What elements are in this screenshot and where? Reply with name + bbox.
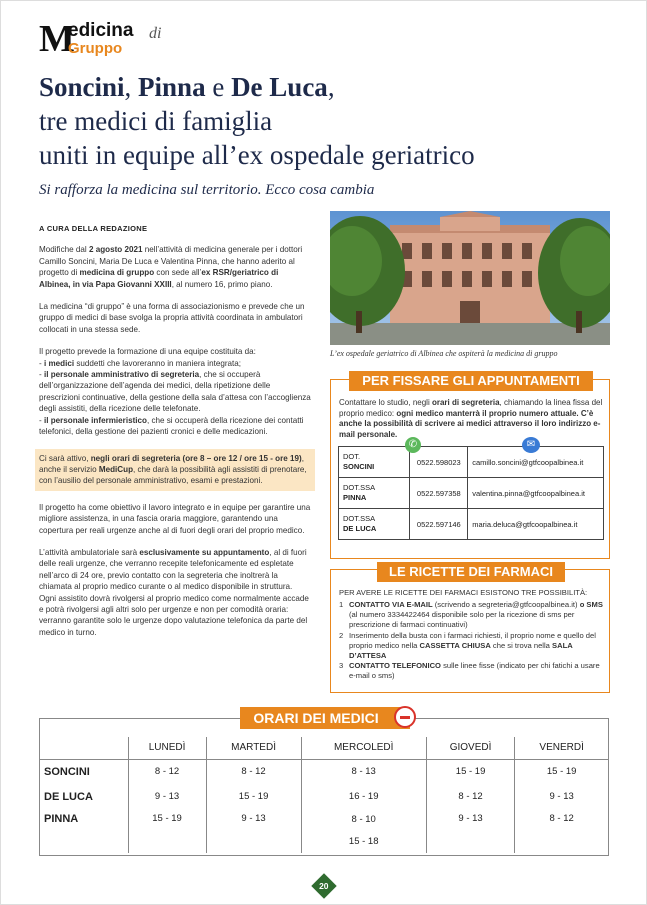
table-row: DE LUCA 9 - 13 15 - 19 16 - 19 8 - 12 9 - 13	[40, 784, 608, 809]
article-body	[39, 223, 311, 649]
list-item: 2 Inserimento della busta con i farmaci richiesti, il proprio nome e quello del proprio medico nella CASSETTA CHIUSA che si trova nella SALA D’ATTESA	[339, 630, 596, 661]
email-address[interactable]: maria.deluca@gtfcoopalbinea.it	[468, 509, 604, 540]
photo-caption: L’ex ospedale geriatrico di Albinea che ospiterà la medicina di gruppo	[330, 349, 558, 358]
doctors-contact-table	[338, 446, 604, 540]
appointments-title: PER FISSARE GLI APPUNTAMENTI	[349, 371, 593, 391]
doctor-name: PINNA	[44, 813, 79, 825]
doctor-name: SONCINI	[44, 765, 90, 778]
phone-icon: ✆	[405, 437, 421, 453]
email-address[interactable]: valentina.pinna@gtfcoopalbinea.it	[468, 478, 604, 509]
clock-icon	[394, 706, 416, 728]
day-header: VENERDÌ	[515, 737, 608, 759]
logo-word-gruppo: Gruppo	[68, 40, 123, 57]
headline-line-2: tre medici di famiglia	[39, 106, 273, 136]
logo-word-medicina: edicina	[68, 20, 134, 41]
paragraph-6: L’attività ambulatoriale sarà esclusivamente su appuntamento, al di fuori delle reali urgenze, che verranno recepite telefonicamente ed espletate nell’arco di 24 ore, previo contatto con la segreteria che inoltrerà la chiamata al proprio medico curante o al medico disponibile in struttura. Ogni assistito dovrà rivolgersi al proprio medico come normalmente accade e potrà rivolgersi agli altri solo per urgenze e non per comodità oraria: verranno garantite solo le urgenze dopo valutazione telefonica da parte del medico in turno.	[39, 547, 309, 637]
paragraph-1: Modifiche dal 2 agosto 2021 nell’attività di medicina generale per i dottori Camillo Soncini, Maria De Luca e Valentina Pinna, che hanno aderito al progetto di medicina di gruppo con sede all’ex RSR/geriatrico di Albinea, in via Papa Giovanni XXIII, al numero 16, primo piano.	[39, 245, 303, 289]
logo-letter: M	[39, 18, 75, 60]
headline-line-1: Soncini, Pinna e De Luca,	[39, 72, 335, 102]
building-photo	[330, 211, 610, 345]
building-illustration	[330, 211, 610, 345]
phone-number: 0522.598023	[410, 447, 468, 478]
page-number-badge: 20	[311, 873, 336, 898]
byline: A CURA DELLA REDAZIONE	[39, 224, 148, 233]
appointments-intro: Contattare lo studio, negli orari di segreteria, chiamando la linea fissa del proprio medico: ogni medico manterrà il proprio numero attuale. C’è anche la possibilità di scrivere ai medici attraverso il loro indirizzo e-mail personale.	[339, 398, 603, 439]
paragraph-medicup-highlight: Ci sarà attivo, negli orari di segreteria (ore 8 – ore 12 / ore 15 - ore 19), anche il servizio MediCup, che darà la possibilità agli assistiti di prenotare, con l’ausilio del personale amministrativo, esami e prestazioni.	[35, 449, 315, 491]
paragraph-5: Il progetto ha come obiettivo il lavoro integrato e in equipe per garantire una migliore assistenza, in una fascia oraria maggiore, garantendo una copertura per reali urgenze anche al di fuori degli orari del proprio medico.	[39, 502, 311, 535]
day-header: LUNEDÌ	[128, 737, 206, 759]
subheadline: Si rafforza la medicina sul territorio. Ecco cosa cambia	[39, 182, 375, 198]
table-row: SONCINI 8 - 12 8 - 12 8 - 13 15 - 19 15 - 19	[40, 759, 608, 784]
headline-line-3: uniti in equipe all’ex ospedale geriatrico	[39, 140, 475, 170]
list-item: 1 CONTATTO VIA E-MAIL (scrivendo a segreteria@gtfcoopalbinea.it) o SMS (al numero 3334422464 disponibile solo per la ricezione di sms per prescrizione di farmaci continuativi)	[339, 600, 603, 630]
prescriptions-title: LE RICETTE DEI FARMACI	[377, 562, 565, 582]
day-header: MARTEDÌ	[206, 737, 301, 759]
doctor-name: DE LUCA	[44, 790, 93, 803]
table-row: DOT.SSA DE LUCA 0522.597146 maria.deluca@gtfcoopalbinea.it	[339, 509, 604, 540]
phone-number: 0522.597146	[410, 509, 468, 540]
table-row: DOT. SONCINI 0522.598023 camillo.soncini@gtfcoopalbinea.it	[339, 447, 604, 478]
email-address[interactable]: camillo.soncini@gtfcoopalbinea.it	[468, 447, 604, 478]
day-header: MERCOLEDÌ	[301, 737, 426, 759]
list-item: 3 CONTATTO TELEFONICO sulle linee fisse (indicato per chi fatichi a usare e-mail o sms)	[339, 661, 600, 681]
paragraph-2: La medicina “di gruppo” è una forma di associazionismo e prevede che un gruppo di medici di base svolga la propria attività coordinata in ambulatori collocati in una stessa sede.	[39, 302, 305, 334]
prescriptions-box	[330, 564, 610, 693]
logo-word-di: di	[149, 25, 162, 42]
phone-number: 0522.597358	[410, 478, 468, 509]
day-header: GIOVEDÌ	[426, 737, 514, 759]
paragraph-3: Il progetto prevede la formazione di una equipe costituita da: - i medici suddetti che lavoreranno in maniera integrata; - il personale amministrativo di segreteria, che si occuperà dell’organizzazione dell’agenda dei medici, della ripetizione delle prescrizioni continuative, della gestione della sala d’attesa con l’accoglienza degli assistiti, della ricezione delle telefonate. - il personale infermieristico, che si occuperà della ricezione dei contatti telefonici, della gestione dei pazienti cronici e delle medicazioni.	[39, 347, 311, 437]
schedule-box	[39, 710, 609, 856]
prescriptions-list	[339, 600, 607, 682]
table-row: DOT.SSA PINNA 0522.597358 valentina.pinna@gtfcoopalbinea.it	[339, 478, 604, 509]
schedule-table	[40, 737, 608, 853]
mail-icon: ✉	[522, 437, 540, 453]
appointments-box	[330, 373, 610, 559]
schedule-header-row	[40, 737, 608, 759]
table-row: PINNA 15 - 19 9 - 13 8 - 10 15 - 18 9 - 13 8 - 12	[40, 809, 608, 853]
prescriptions-lead: PER AVERE LE RICETTE DEI FARMACI ESISTONO TRE POSSIBILITÀ:	[339, 588, 588, 597]
schedule-title: ORARI DEI MEDICI	[240, 707, 410, 729]
